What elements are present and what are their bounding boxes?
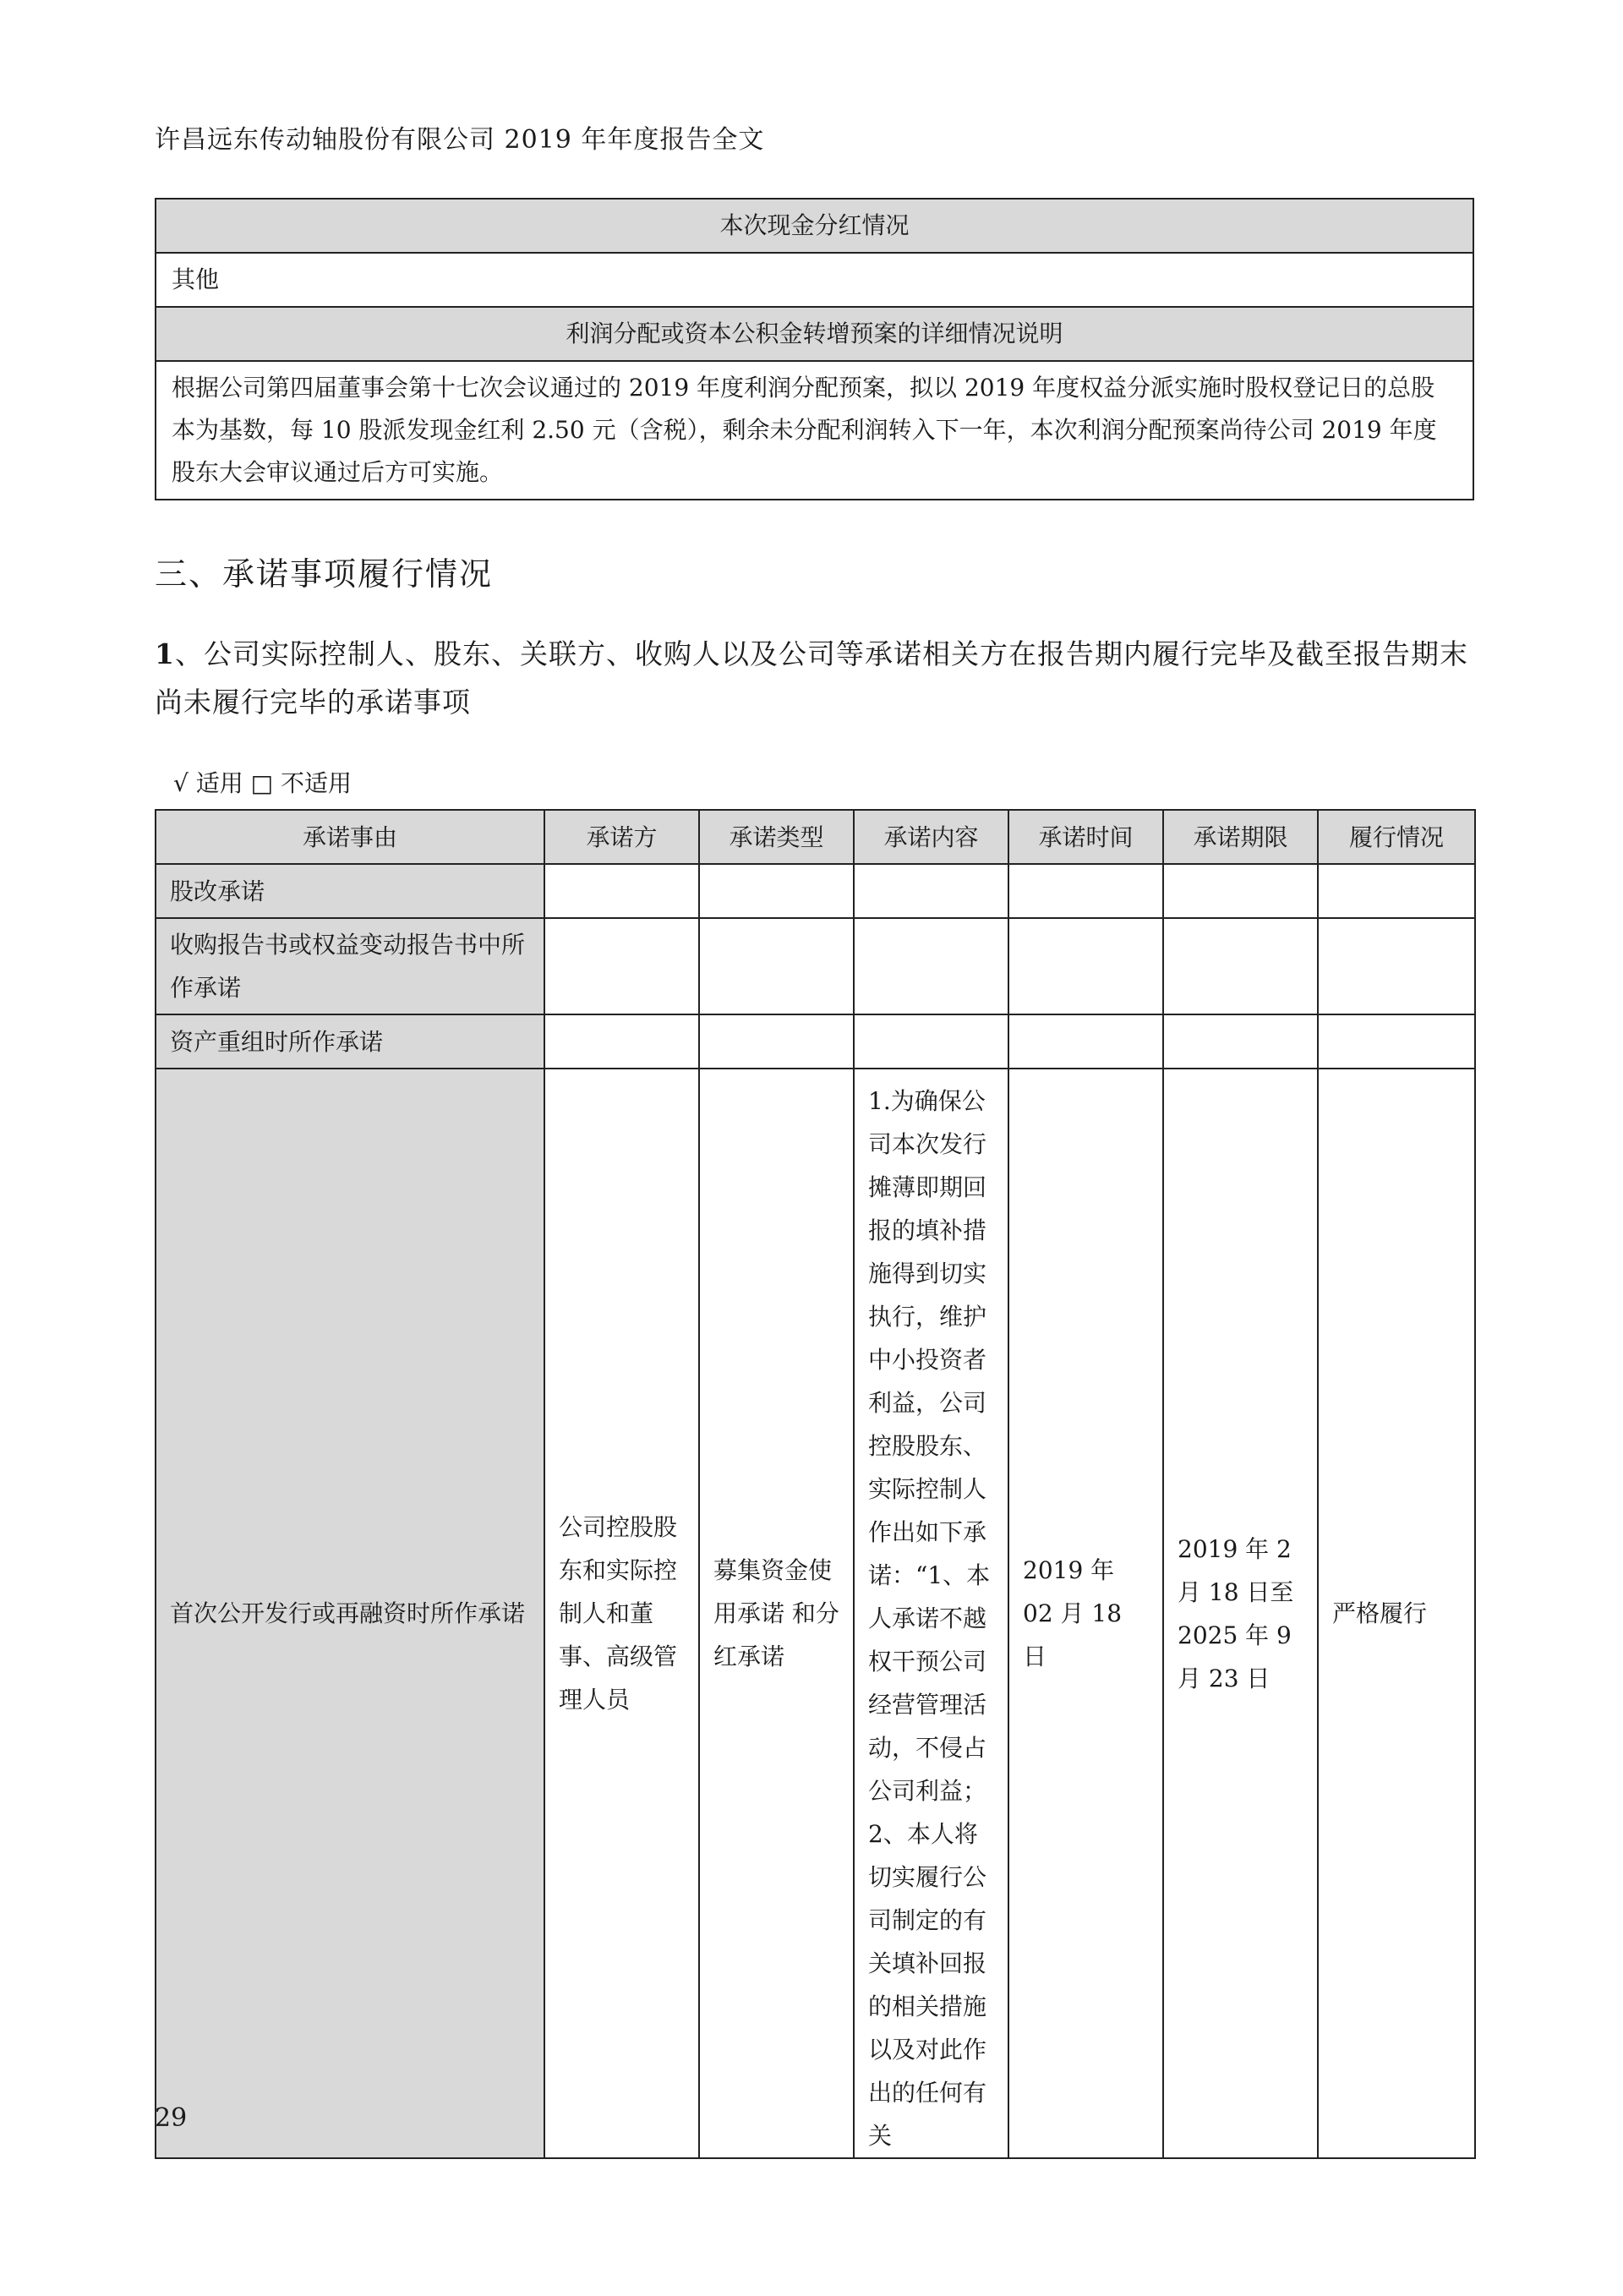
- section-heading: 三、承诺事项履行情况: [155, 555, 494, 593]
- commitment-table: [155, 809, 1476, 2159]
- row-type: [699, 918, 854, 1014]
- distribution-detail-heading: 利润分配或资本公积金转增预案的详细情况说明: [156, 307, 1473, 361]
- dividend-table: [155, 198, 1474, 500]
- cash-dividend-heading: 本次现金分红情况: [156, 199, 1473, 253]
- sub-heading: [155, 630, 1478, 726]
- row-type: [699, 1014, 854, 1069]
- row-content: [854, 918, 1008, 1014]
- row-time: [1008, 1014, 1163, 1069]
- row-period: 2019 年 2 月 18 日至 2025 年 9 月 23 日: [1163, 1069, 1318, 2158]
- header-period: 承诺期限: [1163, 810, 1318, 864]
- page-header: 许昌远东传动轴股份有限公司 2019 年年度报告全文: [155, 125, 765, 155]
- header-party: 承诺方: [544, 810, 699, 864]
- row-party: [544, 1014, 699, 1069]
- header-type: 承诺类型: [699, 810, 854, 864]
- distribution-detail-text: 根据公司第四届董事会第十七次会议通过的 2019 年度利润分配预案，拟以 2019 年度权益分派实施时股权登记日的总股本为基数，每 10 股派发现金红利 2.50 元（含税），剩余未分配利润转入下一年，本次利润分配预案尚待公司 2019 年度股东大会审议通过后方可实施。: [156, 361, 1473, 500]
- row-status: [1318, 918, 1475, 1014]
- page-number: 29: [155, 2103, 188, 2133]
- row-reason: 股改承诺: [156, 864, 544, 918]
- header-reason: 承诺事由: [156, 810, 544, 864]
- applicable-indicator: √ 适用 □ 不适用: [173, 769, 352, 797]
- table-row: [156, 1069, 1475, 2158]
- row-status: 严格履行: [1318, 1069, 1475, 2158]
- row-type: 募集资金使用承诺 和分红承诺: [699, 1069, 854, 2158]
- row-party: [544, 864, 699, 918]
- sub-heading-text: 、公司实际控制人、股东、关联方、收购人以及公司等承诺相关方在报告期内履行完毕及截至报告期末尚未履行完毕的承诺事项: [155, 637, 1468, 719]
- header-status: 履行情况: [1318, 810, 1475, 864]
- table-row: [156, 918, 1475, 1014]
- row-content: [854, 1014, 1008, 1069]
- table-row: [156, 864, 1475, 918]
- row-period: [1163, 1014, 1318, 1069]
- row-reason: 资产重组时所作承诺: [156, 1014, 544, 1069]
- row-period: [1163, 864, 1318, 918]
- row-party: [544, 918, 699, 1014]
- row-time: [1008, 864, 1163, 918]
- row-party: 公司控股股东和实际控制人和董事、高级管理人员: [544, 1069, 699, 2158]
- row-content: 1.为确保公司本次发行摊薄即期回报的填补措施得到切实执行，维护中小投资者利益，公司控股股东、实际控制人作出如下承诺：“1、本人承诺不越权干预公司经营管理活动，不侵占公司利益；2、本人将切实履行公司制定的有关填补回报的相关措施以及对此作出的任何有关: [854, 1069, 1008, 2158]
- other-cell: 其他: [156, 253, 1473, 307]
- header-time: 承诺时间: [1008, 810, 1163, 864]
- sub-heading-number: 1: [155, 637, 175, 670]
- row-period: [1163, 918, 1318, 1014]
- row-time: 2019 年 02 月 18 日: [1008, 1069, 1163, 2158]
- table-row: [156, 1014, 1475, 1069]
- row-type: [699, 864, 854, 918]
- row-reason: 收购报告书或权益变动报告书中所作承诺: [156, 918, 544, 1014]
- row-time: [1008, 918, 1163, 1014]
- row-content: [854, 864, 1008, 918]
- row-reason: 首次公开发行或再融资时所作承诺: [156, 1069, 544, 2158]
- header-content: 承诺内容: [854, 810, 1008, 864]
- row-status: [1318, 864, 1475, 918]
- row-status: [1318, 1014, 1475, 1069]
